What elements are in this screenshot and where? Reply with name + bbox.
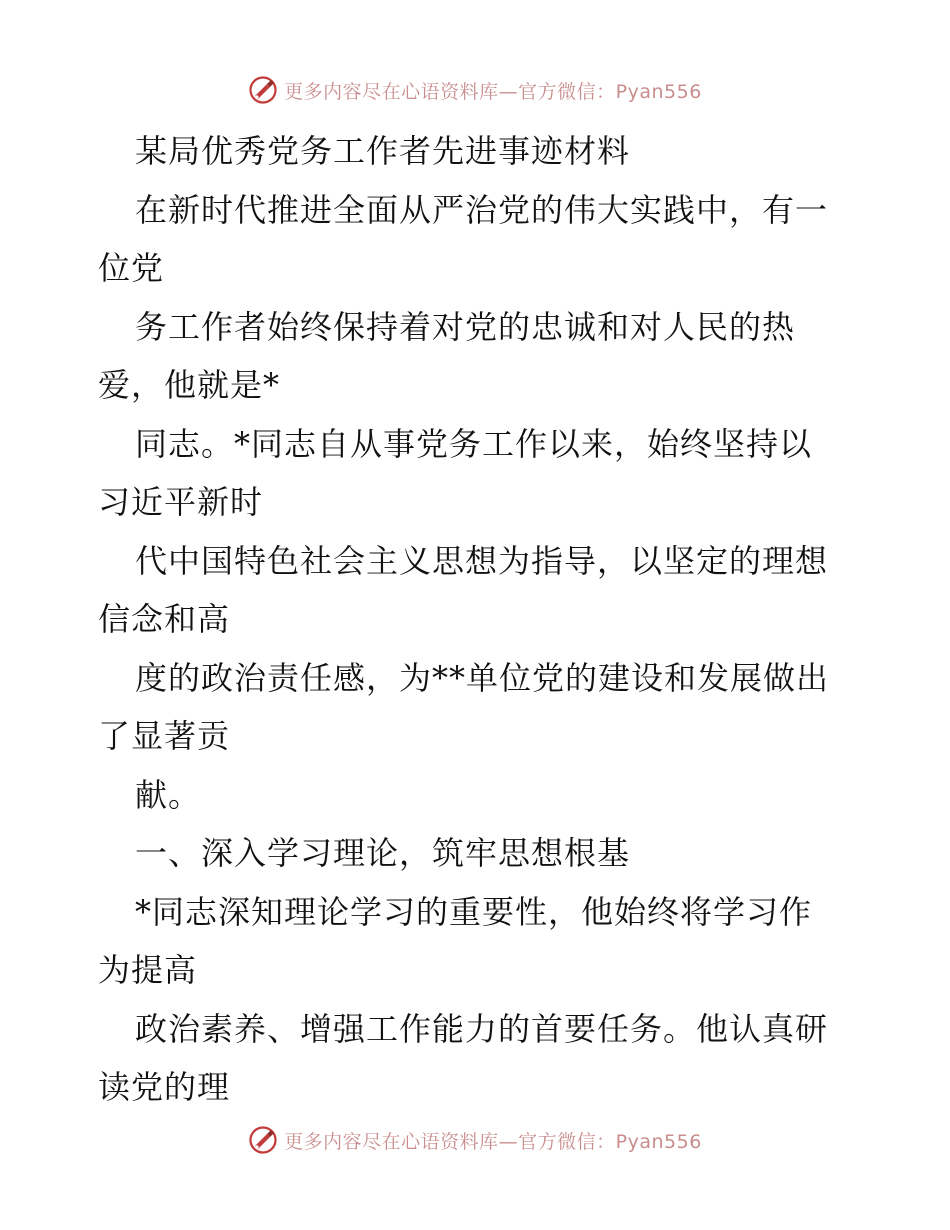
document-line: 为提高 — [98, 951, 198, 989]
document-line: 信念和高 — [98, 600, 231, 638]
document-line: 某局优秀党务工作者先进事迹材料 — [135, 132, 631, 170]
document-line: 一、深入学习理论，筑牢思想根基 — [135, 834, 631, 872]
document-line: 代中国特色社会主义思想为指导，以坚定的理想 — [135, 541, 829, 580]
document-line: 献。 — [135, 775, 202, 814]
watermark-text: 更多内容尽在心语资料库—官方微信：Pyan556 — [284, 80, 702, 103]
pen-nib-logo-icon — [248, 1125, 278, 1155]
document-line: 在新时代推进全面从严治党的伟大实践中，有一 — [135, 190, 829, 229]
watermark-group — [248, 75, 702, 105]
document-line: 习近平新时 — [98, 483, 264, 521]
document-line: 位党 — [98, 249, 165, 287]
watermark-group — [248, 1125, 702, 1155]
document-line: 度的政治责任感，为**单位党的建设和发展做出 — [135, 658, 830, 697]
document-line: 政治素养、增强工作能力的首要任务。他认真研 — [135, 1009, 829, 1048]
document-body — [98, 122, 858, 1117]
pen-nib-logo-icon — [248, 75, 278, 105]
header-watermark — [0, 70, 950, 110]
document-line: 读党的理 — [98, 1068, 231, 1106]
document-line: *同志深知理论学习的重要性，他始终将学习作 — [135, 892, 813, 931]
document-line: 了显著贡 — [98, 717, 231, 755]
footer-watermark — [0, 1120, 950, 1160]
document-line: 同志。*同志自从事党务工作以来，始终坚持以 — [135, 424, 813, 463]
document-line: 爱，他就是* — [98, 366, 281, 404]
watermark-text: 更多内容尽在心语资料库—官方微信：Pyan556 — [284, 1130, 702, 1153]
document-line: 务工作者始终保持着对党的忠诚和对人民的热 — [135, 307, 796, 346]
